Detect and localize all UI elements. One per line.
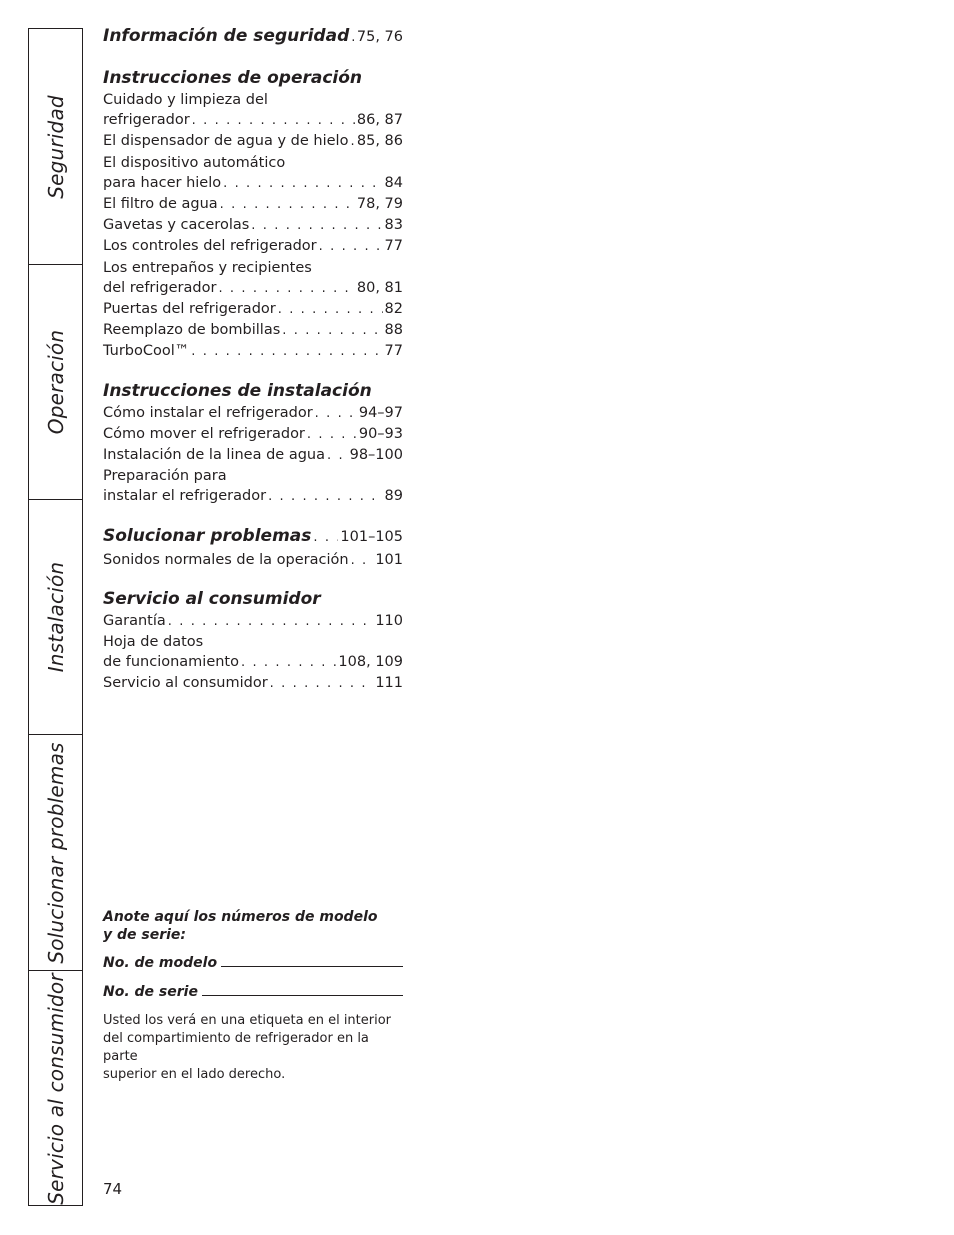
dot-leader [351,26,355,50]
entry-title: del refrigerador [103,279,217,296]
entry-title: El dispensador de agua y de hielo [103,133,349,150]
entry-title: El filtro de agua [103,196,218,213]
toc-section-heading[interactable] [103,66,403,90]
tab-servicio-al-consumidor[interactable] [29,971,82,1207]
entry-title: para hacer hielo [103,174,222,191]
tab-seguridad[interactable] [29,29,82,265]
section-title: Información de seguridad [103,26,350,46]
entry-pages: 88 [384,322,403,339]
entry-pages: 77 [384,238,403,255]
toc-section [103,24,403,50]
entry-title: refrigerador [103,112,190,129]
dot-leader [282,321,382,341]
dot-leader [241,653,336,673]
toc-entry[interactable] [103,445,403,466]
tab-operacion[interactable] [29,265,82,500]
toc-entry-first-line: El dispositivo automático [103,154,286,171]
section-pages: 75, 76 [356,29,403,45]
tab-label: Servicio al consumidor [43,973,68,1205]
entry-title: Gavetas y cacerolas [103,217,250,234]
toc-section [103,379,403,508]
dot-leader [327,446,348,466]
toc-section-heading[interactable] [103,587,403,611]
toc-entry[interactable] [103,194,403,215]
toc-entry[interactable] [103,673,403,694]
toc-section-heading[interactable] [103,524,403,550]
toc-entry[interactable] [103,424,403,445]
toc-section-heading[interactable] [103,379,403,403]
entry-title: Garantía [103,612,166,629]
toc-entry[interactable] [103,611,403,632]
tab-solucionar-problemas[interactable] [29,735,82,971]
dot-leader [278,300,383,320]
toc-entry[interactable] [103,320,403,341]
entry-title: Instalación de la linea de agua [103,447,325,464]
entry-pages: 108, 109 [338,654,403,671]
dot-leader [168,612,374,632]
tab-label: Instalación [43,561,68,673]
model-serial-record [103,908,403,1084]
toc-section [103,524,403,571]
entry-pages: 111 [375,675,403,692]
entry-title: Cómo mover el refrigerador [103,425,305,442]
toc-entry[interactable] [103,173,403,194]
entry-title: Sonidos normales de la operación [103,551,349,568]
entry-pages: 78, 79 [356,196,403,213]
dot-leader [350,132,354,152]
dot-leader [223,174,382,194]
toc-section-heading[interactable] [103,24,403,50]
toc-entry[interactable] [103,550,403,571]
model-number-label: No. de modelo [103,955,218,971]
toc-entry[interactable] [103,215,403,236]
dot-leader [218,279,354,299]
toc-entry-first-line: Los entrepaños y recipientes [103,259,312,276]
entry-pages: 77 [384,343,403,360]
dot-leader [270,674,374,694]
page-number: 74 [103,1180,123,1198]
record-note [103,1012,403,1084]
entry-pages: 83 [384,217,403,234]
entry-pages: 101 [375,551,403,568]
toc-entry[interactable] [103,299,403,320]
entry-title: Puertas del refrigerador [103,301,276,318]
entry-title: Servicio al consumidor [103,675,268,692]
entry-pages: 85, 86 [356,133,403,150]
tab-instalacion[interactable] [29,500,82,735]
tab-label: Seguridad [43,94,68,199]
entry-pages: 80, 81 [356,279,403,296]
dot-leader [315,404,357,424]
dot-leader [192,111,355,131]
record-note-line: Usted los verá en una etiqueta en el interior [103,1013,392,1028]
entry-title: TurboCool™ [103,343,190,360]
entry-pages: 94–97 [358,404,403,421]
entry-pages: 90–93 [358,425,403,442]
dot-leader [251,216,382,236]
entry-pages: 86, 87 [356,112,403,129]
toc-entry[interactable] [103,341,403,362]
toc-entry-first-line: Hoja de datos [103,634,204,651]
dot-leader [351,551,374,571]
section-title: Instrucciones de instalación [103,380,372,401]
dot-leader [191,342,382,362]
toc-entry[interactable] [103,652,403,673]
entry-pages: 82 [384,301,403,318]
entry-pages: 84 [384,174,403,191]
serial-number-field[interactable] [103,983,403,1001]
dot-leader [307,425,357,445]
section-title: Servicio al consumidor [103,588,321,609]
toc-entry-first-line: Cuidado y limpieza del [103,92,268,108]
entry-title: instalar el refrigerador [103,488,267,505]
dot-leader [268,487,382,507]
tab-label: Operación [43,329,68,435]
entry-title: Los controles del refrigerador [103,238,317,255]
toc-entry[interactable] [103,486,403,507]
model-number-field[interactable] [103,954,403,972]
dot-leader [220,195,355,215]
section-pages: 101–105 [340,528,403,545]
dot-leader [313,526,338,550]
section-title: Solucionar problemas [103,525,312,546]
entry-title: Cómo instalar el refrigerador [103,404,313,421]
toc-entry[interactable] [103,110,403,131]
entry-pages: 110 [375,612,403,629]
toc-entry[interactable] [103,278,403,299]
record-title-line: Anote aquí los números de modelo [103,909,378,925]
serial-number-label: No. de serie [103,984,198,1000]
model-number-blank[interactable] [221,954,403,967]
tab-label: Solucionar problemas [43,741,68,964]
serial-number-blank[interactable] [202,983,403,996]
toc-entry[interactable] [103,131,403,152]
section-tab-bar [28,28,83,1206]
record-note-line: superior en el lado derecho. [103,1067,286,1082]
toc-entry-first-line: Preparación para [103,468,227,485]
record-title [103,908,403,944]
dot-leader [319,237,383,257]
entry-pages: 89 [384,488,403,505]
entry-title: Reemplazo de bombillas [103,322,281,339]
toc-entry[interactable] [103,403,403,424]
toc-entry[interactable] [103,236,403,257]
record-title-line: y de serie: [103,927,187,943]
entry-title: de funcionamiento [103,654,239,671]
toc-section [103,587,403,695]
record-note-line: del compartimiento de refrigerador en la parte [103,1031,369,1064]
section-title: Instrucciones de operación [103,68,363,88]
toc-section [103,66,403,363]
entry-pages: 98–100 [349,447,403,464]
table-of-contents [103,24,403,711]
